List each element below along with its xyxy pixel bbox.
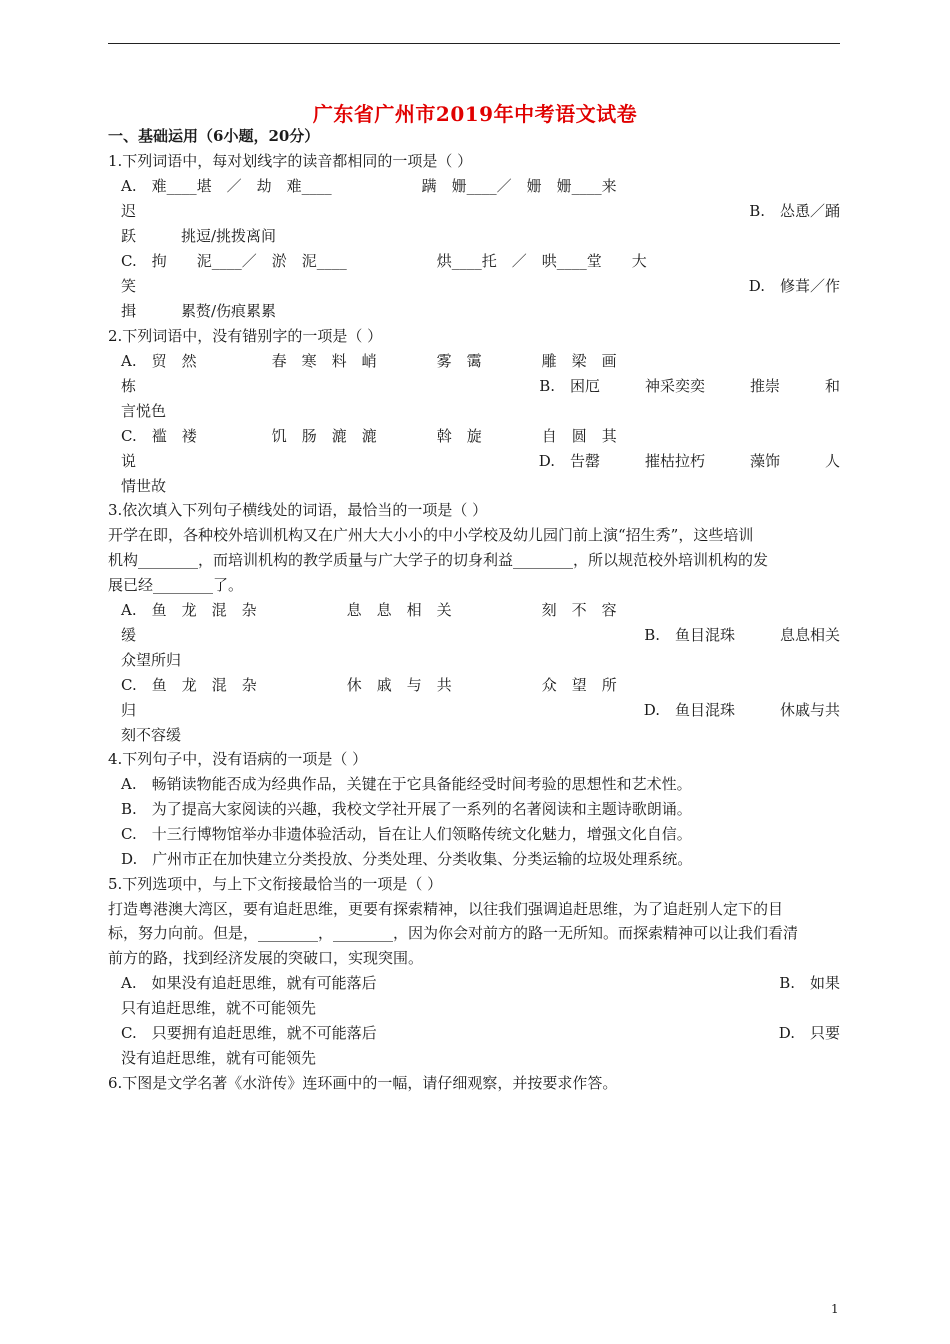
page-title: 广东省广州市2019年中考语文试卷	[312, 102, 638, 126]
section-heading: 一、基础运用（6小题，20分）	[108, 127, 320, 145]
q3-option-b-cont: 众望所归	[121, 651, 182, 669]
q2-option-b-cont: 言悦色	[121, 402, 167, 420]
q3-option-b: B. 鱼目混珠 息息相关	[644, 626, 840, 644]
q5-option-c: C. 只要拥有追赶思维，就不可能落后	[121, 1024, 377, 1042]
question-2-stem: 2.下列词语中，没有错别字的一项是（ ）	[108, 327, 383, 345]
q5-option-b-cont: 只有追赶思维，就不可能领先	[121, 999, 317, 1017]
page-number: 1	[831, 1302, 839, 1316]
q4-option-b: B. 为了提高大家阅读的兴趣，我校文学社开展了一系列的名著阅读和主题诗歌朗诵。	[121, 800, 692, 818]
q2-option-c: C. 褴 褛 饥 肠 漉 漉 斡 旋 自 圆 其	[121, 427, 617, 445]
q2-option-d-cont: 情世故	[121, 477, 167, 495]
q1-option-d: D. 修葺／作	[748, 277, 840, 295]
q3-option-d: D. 鱼目混珠 休戚与共	[643, 701, 840, 719]
q1-option-c-cont: 笑	[121, 277, 137, 295]
q4-option-a: A. 畅销读物能否成为经典作品，关键在于它具备能经受时间考验的思想性和艺术性。	[121, 775, 692, 793]
q3-option-a-cont: 缓	[121, 626, 137, 644]
q1-option-b-cont: 跃 挑逗/挑拨离间	[121, 227, 277, 245]
q2-option-a: A. 贸 然 春 寒 料 峭 雾 霭 雕 梁 画	[121, 352, 617, 370]
q4-option-d: D. 广州市正在加快建立分类投放、分类处理、分类收集、分类运输的垃圾处理系统。	[121, 850, 693, 868]
question-6-stem: 6.下图是文学名著《水浒传》连环画中的一幅，请仔细观察，并按要求作答。	[108, 1074, 618, 1092]
q5-option-a: A. 如果没有追赶思维，就有可能落后	[121, 974, 377, 992]
q5-option-b: B. 如果	[779, 974, 840, 992]
q2-option-b: B. 困厄 神采奕奕 推崇 和	[539, 377, 840, 395]
question-4-stem: 4.下列句子中，没有语病的一项是（ ）	[108, 750, 368, 768]
q1-option-c: C. 拘 泥____／ 淤 泥____ 烘____托 ／ 哄____堂 大	[121, 252, 647, 270]
header-rule	[108, 43, 840, 44]
question-1-stem: 1.下列词语中，每对划线字的读音都相同的一项是（ ）	[108, 152, 473, 170]
q2-option-c-cont: 说	[121, 452, 137, 470]
question-3-stem: 3.依次填入下列句子横线处的词语，最恰当的一项是（ ）	[108, 501, 488, 519]
q3-option-c-cont: 归	[121, 701, 137, 719]
q2-option-d: D. 告罄 摧枯拉朽 藻饰 人	[538, 452, 840, 470]
q5-passage-line: 前方的路，找到经济发展的突破口，实现突围。	[108, 949, 424, 967]
q5-passage-line: 标，努力向前。但是，________，________，因为你会对前方的路一无所知。而探索精神可以让我们看清	[108, 924, 799, 942]
q3-option-d-cont: 刻不容缓	[121, 726, 182, 744]
q5-passage-line: 打造粤港澳大湾区，要有追赶思维，更要有探索精神，以往我们强调追赶思维，为了追赶别人定下的目	[108, 900, 784, 918]
q5-option-d: D. 只要	[778, 1024, 840, 1042]
q3-option-c: C. 鱼 龙 混 杂 休 戚 与 共 众 望 所	[121, 676, 617, 694]
q2-option-a-cont: 栋	[121, 377, 137, 395]
q1-option-d-cont: 揖 累赘/伤痕累累	[121, 302, 277, 320]
q5-option-d-cont: 没有追赶思维，就有可能领先	[121, 1049, 317, 1067]
q3-passage-line: 展已经________了。	[108, 576, 244, 594]
q3-option-a: A. 鱼 龙 混 杂 息 息 相 关 刻 不 容	[121, 601, 617, 619]
question-5-stem: 5.下列选项中，与上下文衔接最恰当的一项是（ ）	[108, 875, 443, 893]
q1-option-b: B. 怂恿／踊	[749, 202, 840, 220]
q3-passage-line: 开学在即，各种校外培训机构又在广州大大小小的中小学校及幼儿园门前上演“招生秀”，这些培训	[108, 526, 754, 544]
q3-passage-line: 机构________，而培训机构的教学质量与广大学子的切身利益________，所以规范校外培训机构的发	[108, 551, 769, 569]
q1-option-a-cont: 迟	[121, 202, 137, 220]
q1-option-a: A. 难____堪 ／ 劫 难____ 蹒 姗____／ 姗 姗____来	[121, 177, 617, 195]
q4-option-c: C. 十三行博物馆举办非遗体验活动，旨在让人们领略传统文化魅力，增强文化自信。	[121, 825, 692, 843]
